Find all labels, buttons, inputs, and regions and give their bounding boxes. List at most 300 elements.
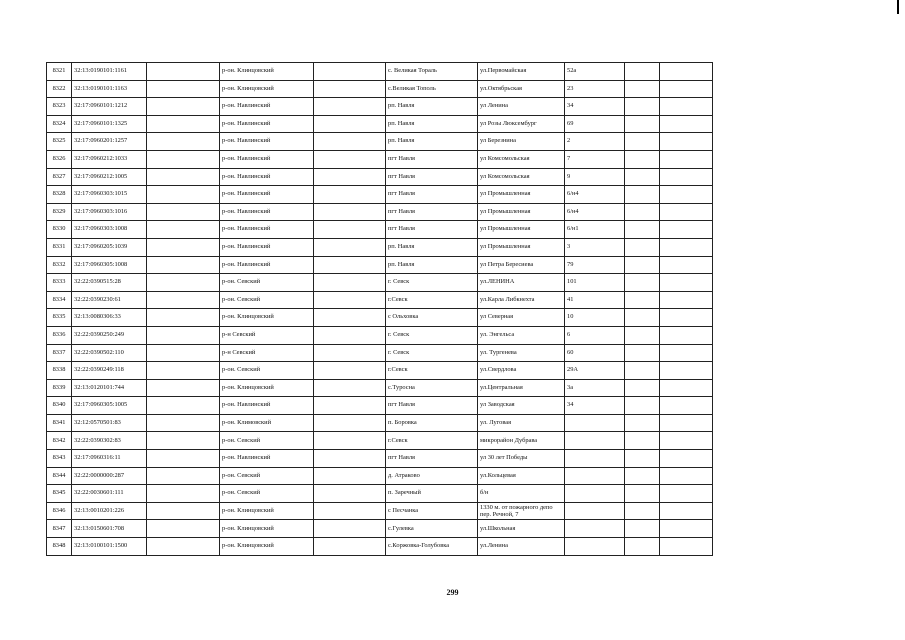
street-cell: ул.Центральная	[478, 379, 565, 397]
table-row	[47, 238, 713, 256]
table-row	[47, 186, 713, 204]
blank-cell-c	[625, 274, 660, 292]
table-row	[47, 80, 713, 98]
house-number-cell	[565, 520, 625, 538]
cadastral-number-cell: 32:17:0960316:11	[72, 450, 147, 468]
locality-cell: рп. Навля	[386, 256, 478, 274]
blank-cell-d	[660, 520, 713, 538]
blank-cell-a	[147, 502, 220, 520]
blank-cell-d	[660, 80, 713, 98]
locality-cell: пгт Навля	[386, 186, 478, 204]
row-number-cell: 8334	[47, 291, 72, 309]
district-cell: р-он. Севский	[220, 274, 314, 292]
row-number-cell: 8325	[47, 133, 72, 151]
blank-cell-a	[147, 397, 220, 415]
house-number-cell: 34	[565, 397, 625, 415]
blank-cell-d	[660, 168, 713, 186]
cadastral-number-cell: 32:13:0190101:1163	[72, 80, 147, 98]
table-row	[47, 450, 713, 468]
cadastral-number-cell: 32:17:0960305:1005	[72, 397, 147, 415]
table-row	[47, 397, 713, 415]
cadastral-number-cell: 32:13:0120101:744	[72, 379, 147, 397]
cadastral-number-cell: 32:17:0960303:1016	[72, 203, 147, 221]
table-row	[47, 467, 713, 485]
table-row	[47, 538, 713, 556]
locality-cell: пгт Навля	[386, 168, 478, 186]
blank-cell-b	[314, 186, 386, 204]
blank-cell-b	[314, 238, 386, 256]
street-cell: ул Промышленная	[478, 203, 565, 221]
cadastral-number-cell: 32:17:0960303:1015	[72, 186, 147, 204]
locality-cell: пгт Навля	[386, 221, 478, 239]
row-number-cell: 8344	[47, 467, 72, 485]
table-row	[47, 309, 713, 327]
table-row	[47, 379, 713, 397]
district-cell: р-н Севский	[220, 344, 314, 362]
blank-cell-b	[314, 221, 386, 239]
street-cell: ул Розы Люксембург	[478, 115, 565, 133]
cadastral-number-cell: 32:12:0570501:83	[72, 414, 147, 432]
row-number-cell: 8322	[47, 80, 72, 98]
cadastral-number-cell: 32:17:0960101:1212	[72, 98, 147, 116]
blank-cell-c	[625, 326, 660, 344]
blank-cell-c	[625, 450, 660, 468]
street-cell: 1330 м. от пожарного депо пер. Речной, 7	[478, 502, 565, 520]
blank-cell-a	[147, 115, 220, 133]
house-number-cell	[565, 450, 625, 468]
table-row	[47, 133, 713, 151]
blank-cell-b	[314, 115, 386, 133]
blank-cell-c	[625, 344, 660, 362]
street-cell: ул Петра Бересиева	[478, 256, 565, 274]
blank-cell-d	[660, 98, 713, 116]
district-cell: р-он. Севский	[220, 485, 314, 503]
street-cell: ул. Луговая	[478, 414, 565, 432]
house-number-cell	[565, 467, 625, 485]
row-number-cell: 8343	[47, 450, 72, 468]
blank-cell-a	[147, 274, 220, 292]
district-cell: р-он. Клинцовский	[220, 63, 314, 81]
cadastral-number-cell: 32:22:0390302:83	[72, 432, 147, 450]
blank-cell-b	[314, 150, 386, 168]
blank-cell-d	[660, 238, 713, 256]
blank-cell-c	[625, 150, 660, 168]
district-cell: р-он. Севский	[220, 432, 314, 450]
district-cell: р-он. Навлинский	[220, 450, 314, 468]
street-cell: ул Заводская	[478, 397, 565, 415]
house-number-cell: 3	[565, 238, 625, 256]
cadastral-number-cell: 32:13:0080306:33	[72, 309, 147, 327]
blank-cell-c	[625, 432, 660, 450]
district-cell: р-он. Севский	[220, 467, 314, 485]
blank-cell-b	[314, 362, 386, 380]
blank-cell-b	[314, 203, 386, 221]
blank-cell-d	[660, 414, 713, 432]
row-number-cell: 8338	[47, 362, 72, 380]
table-row	[47, 203, 713, 221]
cadastral-number-cell: 32:17:0960305:1008	[72, 256, 147, 274]
cadastral-number-cell: 32:17:0960212:1033	[72, 150, 147, 168]
blank-cell-a	[147, 344, 220, 362]
blank-cell-c	[625, 538, 660, 556]
blank-cell-d	[660, 432, 713, 450]
blank-cell-a	[147, 150, 220, 168]
blank-cell-d	[660, 203, 713, 221]
locality-cell: с Песчанка	[386, 502, 478, 520]
row-number-cell: 8340	[47, 397, 72, 415]
row-number-cell: 8327	[47, 168, 72, 186]
row-number-cell: 8335	[47, 309, 72, 327]
blank-cell-d	[660, 133, 713, 151]
table-row	[47, 502, 713, 520]
blank-cell-c	[625, 485, 660, 503]
blank-cell-d	[660, 326, 713, 344]
row-number-cell: 8324	[47, 115, 72, 133]
house-number-cell	[565, 432, 625, 450]
blank-cell-b	[314, 309, 386, 327]
blank-cell-a	[147, 238, 220, 256]
house-number-cell: 6/н4	[565, 186, 625, 204]
locality-cell: г.Севск	[386, 362, 478, 380]
locality-cell: рп. Навля	[386, 115, 478, 133]
cadastral-number-cell: 32:22:0390515:28	[72, 274, 147, 292]
district-cell: р-он. Клинцовский	[220, 502, 314, 520]
street-cell: ул Комсомольская	[478, 150, 565, 168]
house-number-cell: 23	[565, 80, 625, 98]
table-row	[47, 485, 713, 503]
blank-cell-c	[625, 80, 660, 98]
blank-cell-a	[147, 450, 220, 468]
table-row	[47, 326, 713, 344]
street-cell: ул.Первомайская	[478, 63, 565, 81]
street-cell: ул.Свердлова	[478, 362, 565, 380]
house-number-cell	[565, 414, 625, 432]
blank-cell-b	[314, 98, 386, 116]
cadastral-number-cell: 32:13:0150601:708	[72, 520, 147, 538]
house-number-cell: 52а	[565, 63, 625, 81]
district-cell: р-он. Севский	[220, 362, 314, 380]
house-number-cell: 101	[565, 274, 625, 292]
street-cell: ул.Кольцевая	[478, 467, 565, 485]
blank-cell-b	[314, 520, 386, 538]
blank-cell-d	[660, 344, 713, 362]
blank-cell-b	[314, 133, 386, 151]
row-number-cell: 8345	[47, 485, 72, 503]
row-number-cell: 8342	[47, 432, 72, 450]
blank-cell-d	[660, 362, 713, 380]
blank-cell-c	[625, 221, 660, 239]
blank-cell-b	[314, 63, 386, 81]
cadastral-number-cell: 32:13:0190101:1161	[72, 63, 147, 81]
street-cell: ул.Карла Либкнехта	[478, 291, 565, 309]
locality-cell: г. Севск	[386, 326, 478, 344]
blank-cell-a	[147, 186, 220, 204]
blank-cell-a	[147, 309, 220, 327]
street-cell: ул Промышленная	[478, 221, 565, 239]
locality-cell: рп. Навля	[386, 133, 478, 151]
blank-cell-c	[625, 291, 660, 309]
blank-cell-c	[625, 256, 660, 274]
locality-cell: пгт Навля	[386, 150, 478, 168]
street-cell: ул Ленина	[478, 98, 565, 116]
district-cell: р-он. Клинцовский	[220, 520, 314, 538]
district-cell: р-он. Клинцовский	[220, 379, 314, 397]
blank-cell-a	[147, 80, 220, 98]
street-cell: ул Северная	[478, 309, 565, 327]
table-row	[47, 291, 713, 309]
district-cell: р-он. Навлинский	[220, 115, 314, 133]
row-number-cell: 8337	[47, 344, 72, 362]
blank-cell-a	[147, 133, 220, 151]
blank-cell-a	[147, 520, 220, 538]
blank-cell-d	[660, 256, 713, 274]
locality-cell: пгт Навля	[386, 397, 478, 415]
locality-cell: с.Гулевка	[386, 520, 478, 538]
blank-cell-c	[625, 309, 660, 327]
house-number-cell: 29А	[565, 362, 625, 380]
locality-cell: с. Великая Topaль	[386, 63, 478, 81]
district-cell: р-он. Навлинский	[220, 186, 314, 204]
blank-cell-b	[314, 397, 386, 415]
blank-cell-c	[625, 168, 660, 186]
row-number-cell: 8341	[47, 414, 72, 432]
row-number-cell: 8331	[47, 238, 72, 256]
street-cell: ул.Школьная	[478, 520, 565, 538]
row-number-cell: 8336	[47, 326, 72, 344]
locality-cell: рп. Навля	[386, 98, 478, 116]
district-cell: р-он. Навлинский	[220, 221, 314, 239]
blank-cell-d	[660, 186, 713, 204]
cadastral-number-cell: 32:22:0390250:249	[72, 326, 147, 344]
blank-cell-c	[625, 133, 660, 151]
blank-cell-d	[660, 538, 713, 556]
district-cell: р-он. Навлинский	[220, 397, 314, 415]
locality-cell: с.Коржовка-Голубовка	[386, 538, 478, 556]
blank-cell-b	[314, 168, 386, 186]
blank-cell-b	[314, 467, 386, 485]
cadastral-number-cell: 32:22:0000000:287	[72, 467, 147, 485]
row-number-cell: 8332	[47, 256, 72, 274]
street-cell: ул Березнина	[478, 133, 565, 151]
house-number-cell: 9	[565, 168, 625, 186]
locality-cell: г.Севск	[386, 291, 478, 309]
table-row	[47, 168, 713, 186]
street-cell: ул. Тургенева	[478, 344, 565, 362]
blank-cell-a	[147, 414, 220, 432]
district-cell: р-он. Навлинский	[220, 203, 314, 221]
house-number-cell: 6/н1	[565, 221, 625, 239]
house-number-cell	[565, 538, 625, 556]
blank-cell-d	[660, 221, 713, 239]
blank-cell-d	[660, 274, 713, 292]
blank-cell-b	[314, 379, 386, 397]
street-cell: ул.Октябрьская	[478, 80, 565, 98]
street-cell: ул.Ленина	[478, 538, 565, 556]
blank-cell-b	[314, 432, 386, 450]
blank-cell-c	[625, 414, 660, 432]
blank-cell-c	[625, 186, 660, 204]
district-cell: р-он. Навлинский	[220, 150, 314, 168]
blank-cell-a	[147, 326, 220, 344]
table-row	[47, 274, 713, 292]
blank-cell-c	[625, 379, 660, 397]
house-number-cell: 41	[565, 291, 625, 309]
district-cell: р-он. Навлинский	[220, 168, 314, 186]
locality-cell: п. Боровка	[386, 414, 478, 432]
blank-cell-c	[625, 98, 660, 116]
blank-cell-d	[660, 467, 713, 485]
blank-cell-a	[147, 221, 220, 239]
street-cell: ул 30 лет Победы	[478, 450, 565, 468]
locality-cell: г.Севск	[386, 432, 478, 450]
district-cell: р-он. Клинцовский	[220, 309, 314, 327]
blank-cell-a	[147, 256, 220, 274]
house-number-cell: 69	[565, 115, 625, 133]
locality-cell: пгт Навля	[386, 203, 478, 221]
row-number-cell: 8346	[47, 502, 72, 520]
blank-cell-a	[147, 98, 220, 116]
table-row	[47, 98, 713, 116]
blank-cell-d	[660, 450, 713, 468]
blank-cell-b	[314, 256, 386, 274]
page-number: 299	[446, 588, 459, 597]
blank-cell-b	[314, 291, 386, 309]
blank-cell-c	[625, 362, 660, 380]
row-number-cell: 8339	[47, 379, 72, 397]
house-number-cell: 6	[565, 326, 625, 344]
cadastral-number-cell: 32:13:0010201:226	[72, 502, 147, 520]
blank-cell-b	[314, 274, 386, 292]
street-cell: ул. Энгельса	[478, 326, 565, 344]
blank-cell-d	[660, 291, 713, 309]
house-number-cell: 34	[565, 98, 625, 116]
cadastral-number-cell: 32:22:0390249:118	[72, 362, 147, 380]
street-cell: ул Промышленная	[478, 238, 565, 256]
blank-cell-d	[660, 309, 713, 327]
district-cell: р-он. Навлинский	[220, 238, 314, 256]
blank-cell-a	[147, 291, 220, 309]
blank-cell-a	[147, 538, 220, 556]
blank-cell-c	[625, 467, 660, 485]
house-number-cell	[565, 502, 625, 520]
blank-cell-b	[314, 485, 386, 503]
locality-cell: с.Туросна	[386, 379, 478, 397]
blank-cell-d	[660, 397, 713, 415]
district-cell: р-он. Климовский	[220, 414, 314, 432]
blank-cell-b	[314, 326, 386, 344]
house-number-cell: 60	[565, 344, 625, 362]
locality-cell: пгт Навля	[386, 450, 478, 468]
house-number-cell: 3а	[565, 379, 625, 397]
blank-cell-b	[314, 344, 386, 362]
locality-cell: г. Севск	[386, 344, 478, 362]
house-number-cell: 6/н4	[565, 203, 625, 221]
blank-cell-c	[625, 63, 660, 81]
row-number-cell: 8348	[47, 538, 72, 556]
blank-cell-a	[147, 485, 220, 503]
cadastral-number-cell: 32:22:0030601:111	[72, 485, 147, 503]
blank-cell-a	[147, 203, 220, 221]
district-cell: р-он. Клинцовский	[220, 538, 314, 556]
locality-cell: д. Атраково	[386, 467, 478, 485]
table-row	[47, 115, 713, 133]
street-cell: ул Комсомольская	[478, 168, 565, 186]
blank-cell-a	[147, 168, 220, 186]
blank-cell-c	[625, 115, 660, 133]
blank-cell-c	[625, 203, 660, 221]
district-cell: р-он. Севский	[220, 291, 314, 309]
locality-cell: рп. Навля	[386, 238, 478, 256]
district-cell: р-он. Навлинский	[220, 98, 314, 116]
blank-cell-d	[660, 379, 713, 397]
blank-cell-c	[625, 520, 660, 538]
blank-cell-c	[625, 502, 660, 520]
district-cell: р-н Севский	[220, 326, 314, 344]
table-row	[47, 344, 713, 362]
district-cell: р-он. Клинцовский	[220, 80, 314, 98]
row-number-cell: 8323	[47, 98, 72, 116]
row-number-cell: 8330	[47, 221, 72, 239]
blank-cell-b	[314, 414, 386, 432]
cadastral-number-cell: 32:17:0960303:1008	[72, 221, 147, 239]
district-cell: р-он. Навлинский	[220, 133, 314, 151]
blank-cell-d	[660, 63, 713, 81]
table-row	[47, 414, 713, 432]
row-number-cell: 8326	[47, 150, 72, 168]
house-number-cell: 7	[565, 150, 625, 168]
table-row	[47, 63, 713, 81]
cadastral-number-cell: 32:17:0960205:1039	[72, 238, 147, 256]
table-row	[47, 150, 713, 168]
blank-cell-a	[147, 379, 220, 397]
locality-cell: с Ольховка	[386, 309, 478, 327]
blank-cell-b	[314, 538, 386, 556]
blank-cell-b	[314, 502, 386, 520]
table-row	[47, 520, 713, 538]
row-number-cell: 8333	[47, 274, 72, 292]
table-row	[47, 362, 713, 380]
house-number-cell	[565, 485, 625, 503]
district-cell: р-он. Навлинский	[220, 256, 314, 274]
cadastral-number-cell: 32:13:0100101:1500	[72, 538, 147, 556]
blank-cell-d	[660, 150, 713, 168]
street-cell: б/н	[478, 485, 565, 503]
cadastral-number-cell: 32:22:0390502:110	[72, 344, 147, 362]
cadastral-number-cell: 32:17:0960212:1005	[72, 168, 147, 186]
cadastral-number-cell: 32:17:0960101:1325	[72, 115, 147, 133]
house-number-cell: 2	[565, 133, 625, 151]
blank-cell-d	[660, 485, 713, 503]
row-number-cell: 8321	[47, 63, 72, 81]
registry-table	[46, 62, 713, 556]
blank-cell-b	[314, 450, 386, 468]
row-number-cell: 8328	[47, 186, 72, 204]
cadastral-number-cell: 32:17:0960201:1257	[72, 133, 147, 151]
blank-cell-b	[314, 80, 386, 98]
blank-cell-c	[625, 397, 660, 415]
table-row	[47, 221, 713, 239]
table-row	[47, 432, 713, 450]
street-cell: ул Промышленная	[478, 186, 565, 204]
blank-cell-a	[147, 467, 220, 485]
blank-cell-c	[625, 238, 660, 256]
blank-cell-d	[660, 502, 713, 520]
locality-cell: с.Великая Тополь	[386, 80, 478, 98]
row-number-cell: 8347	[47, 520, 72, 538]
blank-cell-a	[147, 63, 220, 81]
edge-mark	[897, 0, 899, 14]
blank-cell-d	[660, 115, 713, 133]
